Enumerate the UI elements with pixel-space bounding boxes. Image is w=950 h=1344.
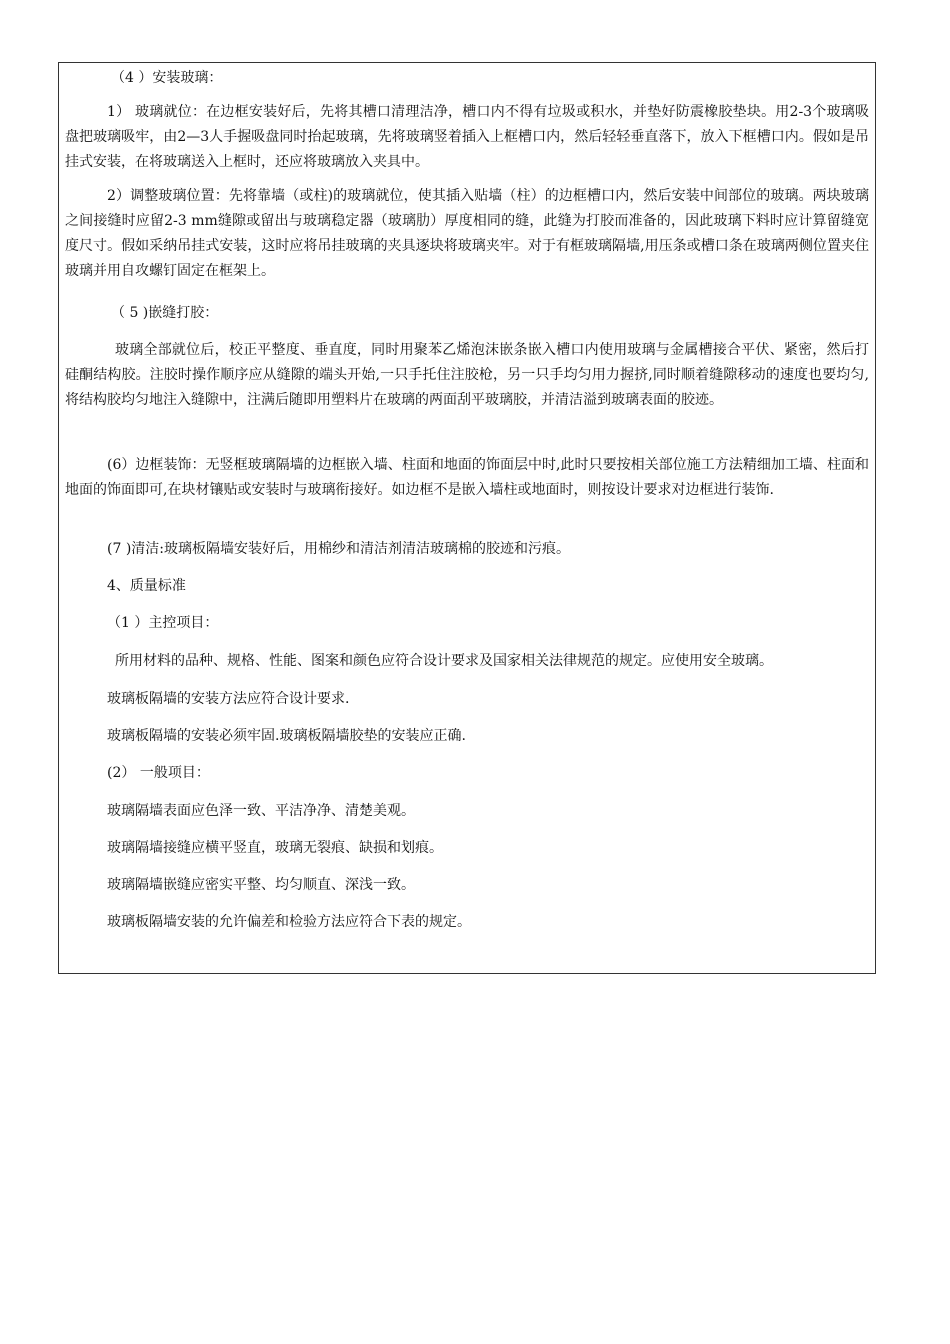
paragraph-cleaning: (7 )清洁:玻璃板隔墙安装好后，用棉纱和清洁剂清洁玻璃棉的胶迹和污痕。: [107, 541, 570, 557]
general-item-tolerance: 玻璃板隔墙安装的允许偏差和检验方法应符合下表的规定。: [107, 914, 471, 930]
heading-seam-gluing: （ 5 )嵌缝打胶：: [111, 305, 219, 321]
general-item-surface: 玻璃隔墙表面应色泽一致、平洁净净、清楚美观。: [107, 803, 415, 819]
paragraph-glass-placement: 1） 玻璃就位：在边框安装好后，先将其槽口清理洁净，槽口内不得有垃圾或积水，并垫好防震橡胶垫块。用2-3个玻璃吸盘把玻璃吸牢，由2—3人手握吸盘同时抬起玻璃，先将玻璃竖着插入上框槽口内，然后轻轻垂直落下，放入下框槽口内。假如是吊挂式安装，在将玻璃送入上框时，还应将玻璃放入夹具中。: [65, 104, 869, 170]
main-item-install-firm: 玻璃板隔墙的安装必须牢固.玻璃板隔墙胶垫的安装应正确.: [107, 728, 466, 744]
paragraph-adjust-glass: 2）调整玻璃位置：先将靠墙（或柱)的玻璃就位，使其插入贴墙（柱）的边框槽口内，然后安装中间部位的玻璃。两块玻璃之间接缝时应留2-3 mm缝隙或留出与玻璃稳定器（玻璃肋）厚度相同的缝，此缝为打胶而准备的，因此玻璃下料时应计算留缝宽度尺寸。假如采纳吊挂式安装，这时应将吊挂玻璃的夹具逐块将玻璃夹牢。对于有框玻璃隔墙,用压条或槽口条在玻璃两侧位置夹住玻璃并用自攻螺钉固定在框架上。: [65, 188, 869, 279]
general-item-joints: 玻璃隔墙接缝应横平竖直，玻璃无裂痕、缺损和划痕。: [107, 840, 443, 856]
paragraph-frame-decoration: (6）边框装饰：无竖框玻璃隔墙的边框嵌入墙、柱面和地面的饰面层中时,此时只要按相关部位施工方法精细加工墙、柱面和地面的饰面即可,在块材镶贴或安装时与玻璃衔接好。如边框不是嵌入墙柱或地面时，则按设计要求对边框进行装饰.: [65, 457, 869, 498]
heading-general-items: (2） 一般项目：: [107, 765, 210, 781]
main-item-materials: 所用材料的品种、规格、性能、图案和颜色应符合设计要求及国家相关法律规范的规定。应使用安全玻璃。: [115, 653, 773, 669]
paragraph-gluing-steps: 玻璃全部就位后，校正平整度、垂直度，同时用聚苯乙烯泡沫嵌条嵌入槽口内使用玻璃与金属槽接合平伏、紧密，然后打硅酮结构胶。注胶时操作顺序应从缝隙的端头开始,一只手托住注胶枪，另一只手均匀用力握挤,同时顺着缝隙移动的速度也要均匀,将结构胶均匀地注入缝隙中，注满后随即用塑料片在玻璃的两面刮平玻璃胶，并清洁溢到玻璃表面的胶迹。: [65, 342, 869, 408]
general-item-seams: 玻璃隔墙嵌缝应密实平整、均匀顺直、深浅一致。: [107, 877, 415, 893]
main-item-install-method: 玻璃板隔墙的安装方法应符合设计要求.: [107, 691, 350, 707]
heading-install-glass: （4 ）安装玻璃：: [111, 70, 223, 86]
heading-main-items: （1 ）主控项目：: [107, 615, 219, 631]
heading-quality-standard: 4、质量标准: [107, 578, 186, 594]
document-frame: [58, 62, 876, 974]
